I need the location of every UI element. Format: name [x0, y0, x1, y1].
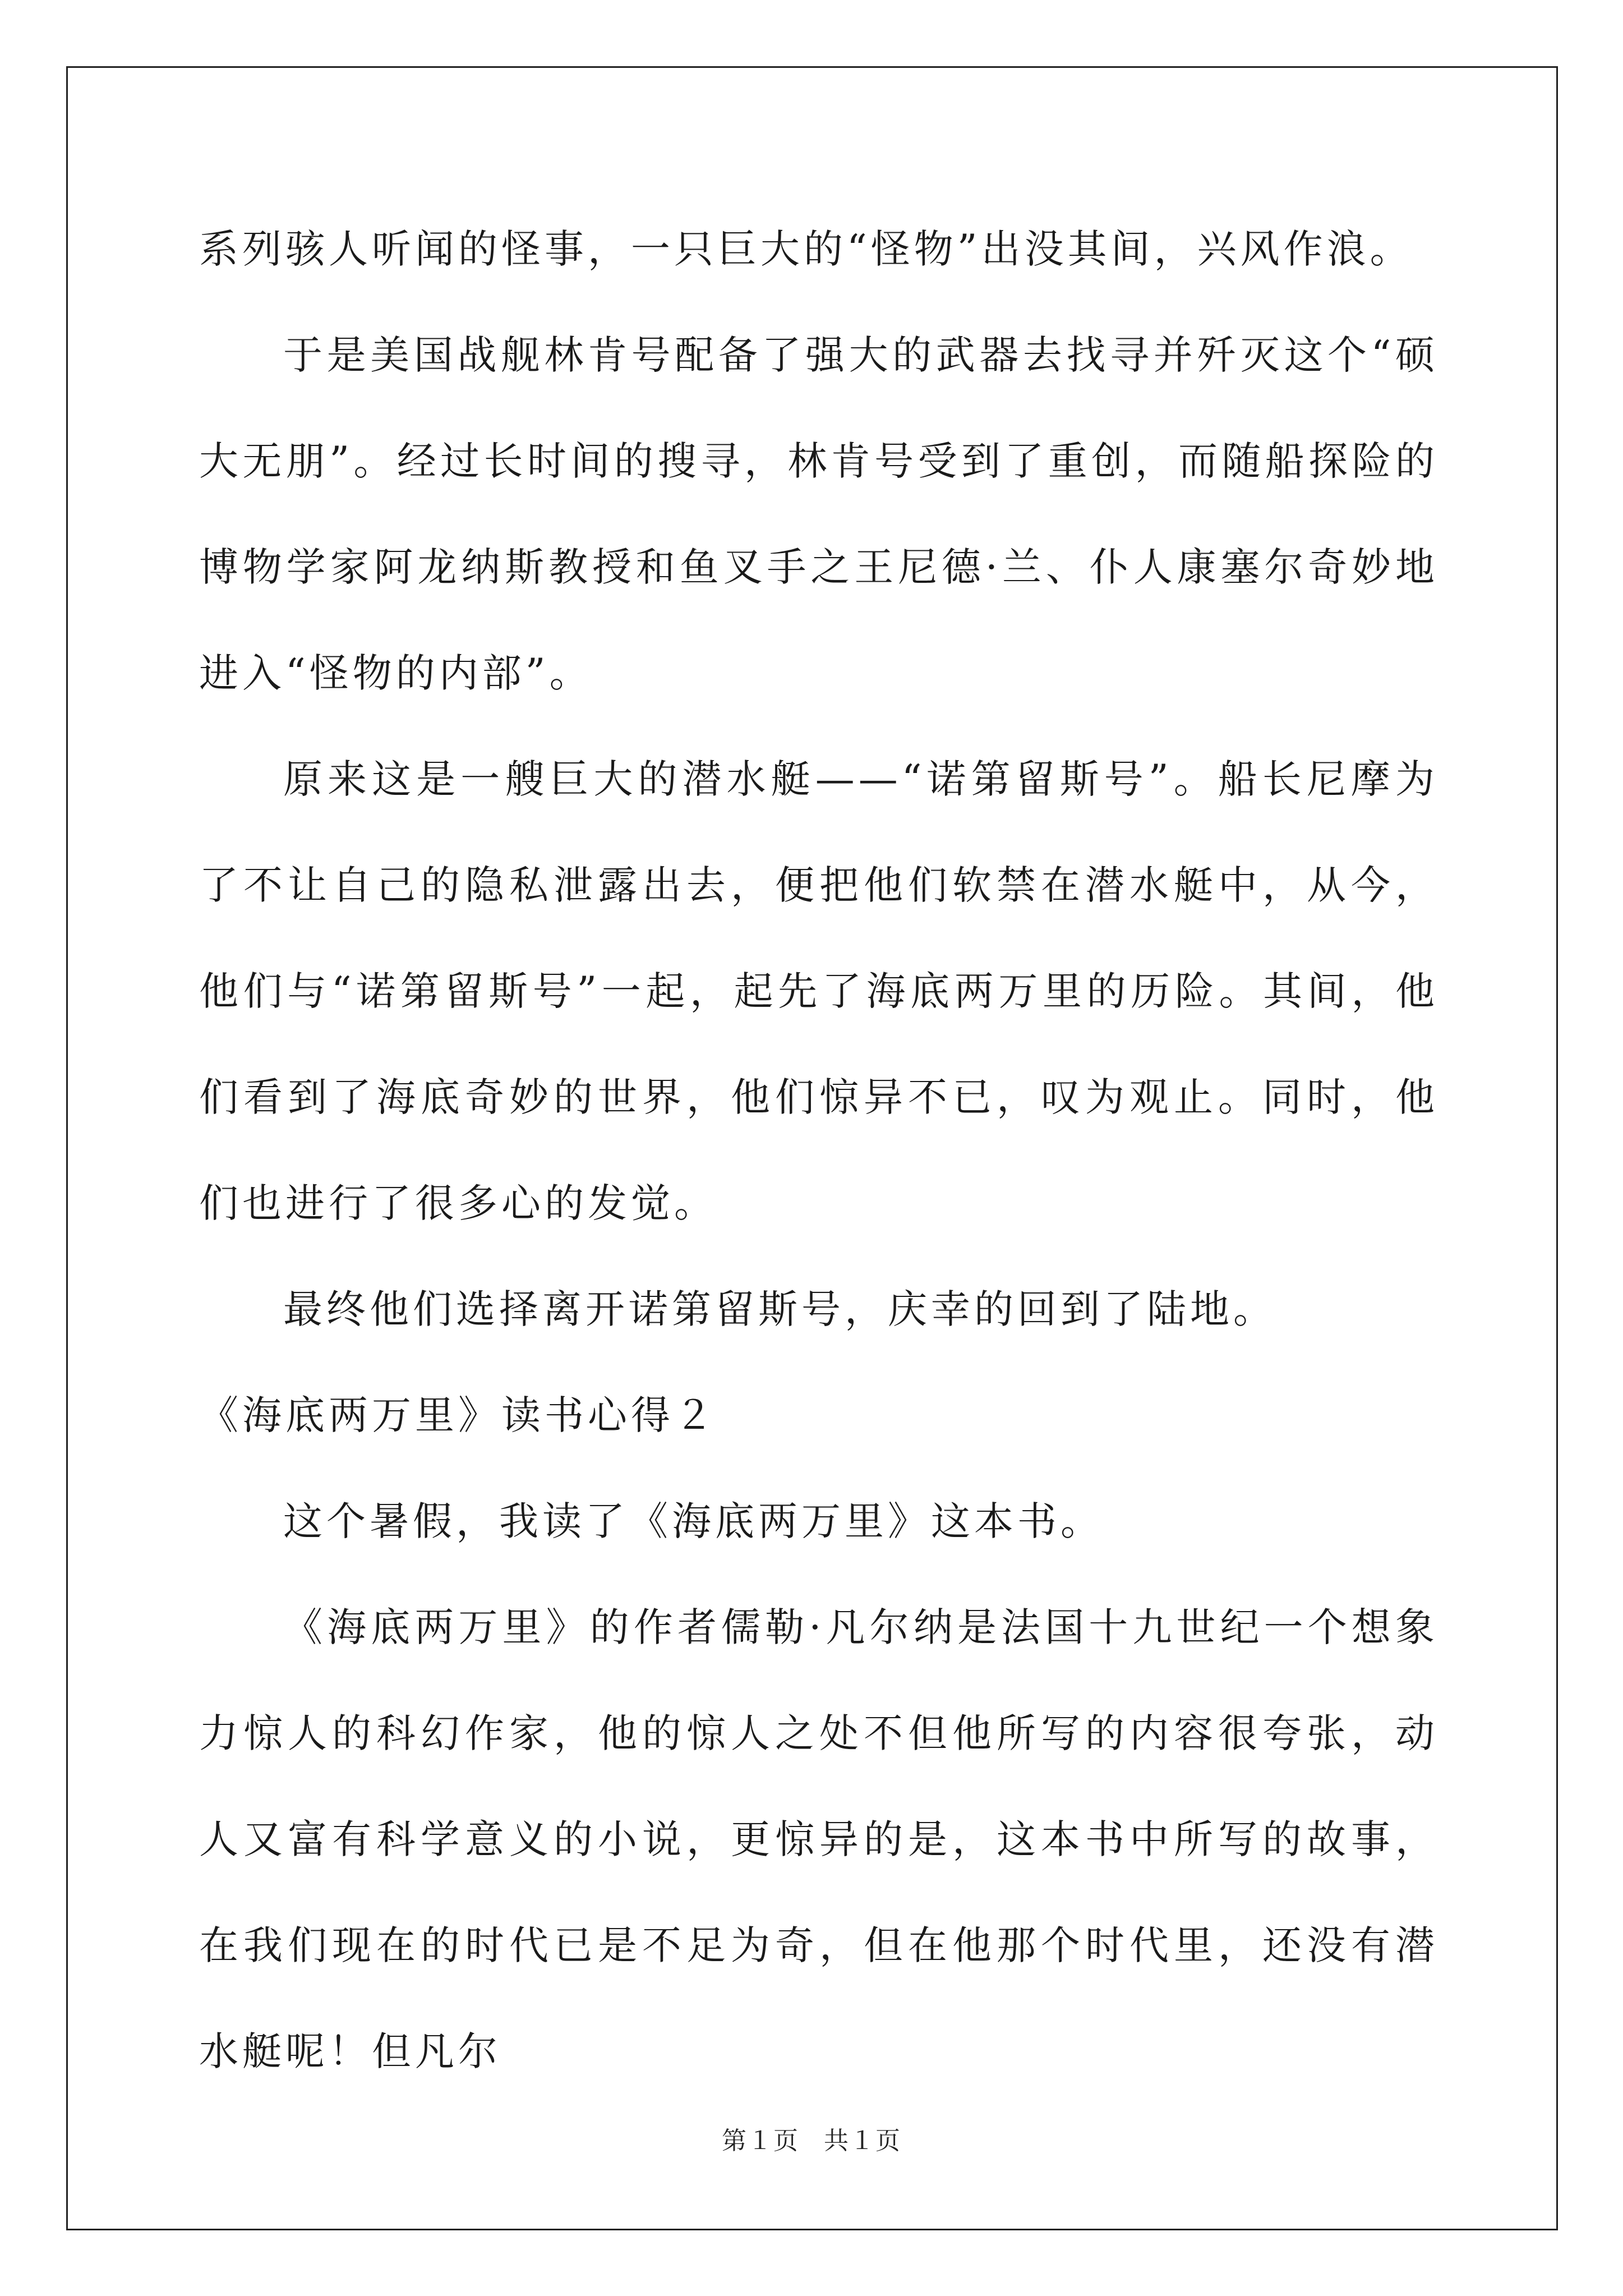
paragraph-4: 最终他们选择离开诺第留斯号，庆幸的回到了陆地。 — [283, 1286, 1276, 1332]
paragraph-6: 《海底两万里》的作者儒勒·凡尔纳是法国十九世纪一个想象力惊人的科幻作家，他的惊人之处不但他所写的内容很夸张，动人又富有科学意义的小说，更惊异的是，这本书中所写的故事，在我们现在的时代已是不足为奇，但在他那个时代里，还没有潜水艇呢！但凡尔 — [199, 1604, 1438, 2074]
paragraph-3: 原来这是一艘巨大的潜水艇——“诺第留斯号”。船长尼摩为了不让自己的隐私泄露出去，便把他们软禁在潜水艇中，从今，他们与“诺第留斯号”一起，起先了海底两万里的历险。其间，他们看到了海底奇妙的世界，他们惊异不已，叹为观止。同时，他们也进行了很多心的发觉。 — [199, 756, 1438, 1226]
paragraph-5: 这个暑假，我读了《海底两万里》这本书。 — [283, 1498, 1104, 1544]
section-heading: 《海底两万里》读书心得２ — [199, 1392, 717, 1438]
document-body — [199, 196, 1438, 2105]
page-number-total: 共１页 — [824, 2127, 901, 2155]
page-number-current: 第１页 — [722, 2127, 799, 2155]
page-footer — [0, 2120, 1623, 2156]
paragraph-1: 系列骇人听闻的怪事，一只巨大的“怪物”出没其间，兴风作浪。 — [199, 226, 1413, 272]
paragraph-2: 于是美国战舰林肯号配备了强大的武器去找寻并歼灭这个“硕大无朋”。经过长时间的搜寻，林肯号受到了重创，而随船探险的博物学家阿龙纳斯教授和鱼叉手之王尼德·兰、仆人康塞尔奇妙地进入“怪物的内部”。 — [199, 332, 1438, 696]
